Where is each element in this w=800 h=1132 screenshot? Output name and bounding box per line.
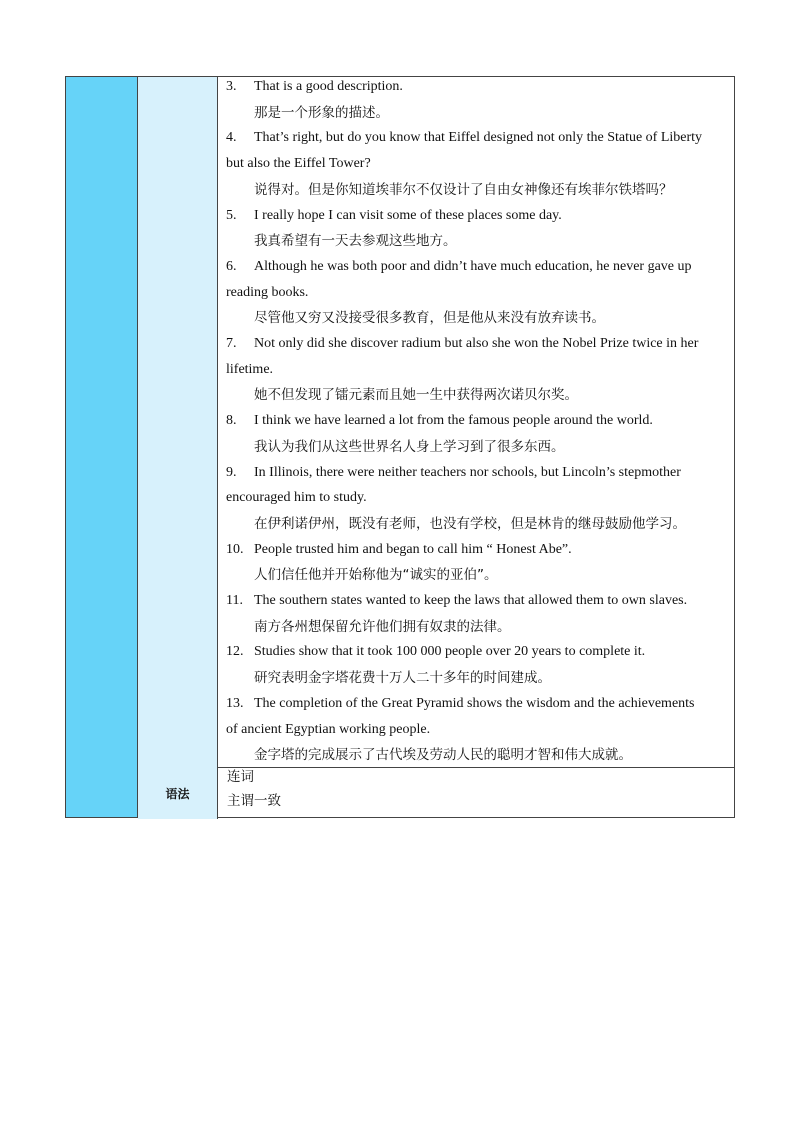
sentence-english-text: People trusted him and began to call him “ Honest Abe”.	[254, 541, 572, 557]
sentence-english-text: That is a good description.	[254, 79, 403, 94]
sentence-english-cont	[226, 720, 430, 740]
sentence-english-text: That’s right, but do you know that Eiffel designed not only the Statue of Liberty	[254, 130, 703, 146]
sentence-english-text: Studies show that it took 100 000 people over 20 years to complete it.	[254, 644, 646, 660]
sentence-english-text: but also the Eiffel Tower?	[226, 156, 371, 172]
sentence-chinese: 人们信任他并开始称他为“诚实的亚伯”。	[254, 567, 498, 584]
sentence-english-cont	[226, 283, 308, 303]
sentence-english-text: The completion of the Great Pyramid shows the wisdom and the achievements	[254, 695, 695, 711]
sentence-chinese: 那是一个形象的描述。	[254, 104, 389, 121]
sentence-english	[226, 591, 687, 611]
sentence-english	[226, 334, 698, 354]
sentence-english	[226, 257, 692, 277]
sentence-number: 9.	[226, 464, 237, 480]
sentence-chinese: 我认为我们从这些世界名人身上学习到了很多东西。	[254, 438, 565, 455]
sentence-chinese: 我真希望有一天去参观这些地方。	[254, 233, 457, 250]
sentence-english-cont	[226, 360, 273, 380]
sentence-number: 5.	[226, 207, 237, 223]
sentence-english-text: of ancient Egyptian working people.	[226, 721, 431, 737]
sentence-list	[218, 77, 734, 767]
sentence-english-text: Not only did she discover radium but also she won the Nobel Prize twice in her	[254, 336, 699, 351]
sentence-chinese: 南方各州想保留允许他们拥有奴隶的法律。	[254, 618, 511, 635]
sentence-english	[226, 128, 702, 148]
sentence-number: 3.	[226, 79, 237, 94]
sentence-english-text: I think we have learned a lot from the famous people around the world.	[254, 413, 653, 429]
sentence-english-text: reading books.	[226, 284, 309, 300]
sentence-english-text: Although he was both poor and didn’t have much education, he never gave up	[254, 258, 692, 274]
sentence-english-text: In Illinois, there were neither teachers nor schools, but Lincoln’s stepmother	[254, 464, 681, 480]
grammar-label: 语法	[165, 786, 190, 801]
sentence-number: 12.	[226, 644, 244, 660]
grammar-item: 主谓一致	[227, 793, 281, 809]
grammar-label-cell	[138, 767, 218, 819]
sentence-number: 8.	[226, 413, 237, 429]
sentence-english	[226, 642, 645, 662]
sentence-number: 4.	[226, 130, 237, 146]
sentence-number: 6.	[226, 258, 237, 274]
lesson-table	[65, 76, 735, 818]
sentence-english-cont	[226, 488, 367, 508]
sentence-chinese: 金字塔的完成展示了古代埃及劳动人民的聪明才智和伟大成就。	[254, 747, 632, 764]
sentence-chinese: 她不但发现了镭元素而且她一生中获得两次诺贝尔奖。	[254, 387, 578, 404]
sentence-chinese: 在伊利诺伊州，既没有老师，也没有学校，但是林肯的继母鼓励他学习。	[254, 515, 686, 532]
sentence-english	[226, 206, 562, 226]
sentence-english-cont	[226, 154, 371, 174]
sentence-number: 10.	[226, 541, 244, 557]
sentence-english	[226, 540, 572, 560]
sentence-number: 13.	[226, 695, 244, 711]
sentence-english-text: The southern states wanted to keep the laws that allowed them to own slaves.	[254, 593, 688, 608]
section-label-cell	[138, 77, 218, 767]
sentence-english-text: encouraged him to study.	[226, 490, 367, 506]
sentence-chinese: 尽管他又穷又没接受很多教育，但是他从来没有放弃读书。	[254, 310, 605, 327]
sentence-chinese: 说得对。但是你知道埃菲尔不仅设计了自由女神像还有埃菲尔铁塔吗？	[254, 181, 673, 198]
sentence-english	[226, 77, 403, 97]
sentence-english	[226, 694, 695, 714]
sentence-english-text: I really hope I can visit some of these places some day.	[254, 207, 562, 223]
sentence-english	[226, 411, 653, 431]
sentence-number: 11.	[226, 593, 243, 608]
sentence-english	[226, 463, 681, 483]
sentence-english-text: lifetime.	[226, 361, 274, 377]
sentence-number: 7.	[226, 336, 237, 351]
sentence-chinese: 研究表明金字塔花费十万人二十多年的时间建成。	[254, 670, 551, 687]
left-color-column	[66, 77, 138, 817]
grammar-content	[218, 767, 734, 819]
grammar-item: 连词	[227, 769, 254, 785]
